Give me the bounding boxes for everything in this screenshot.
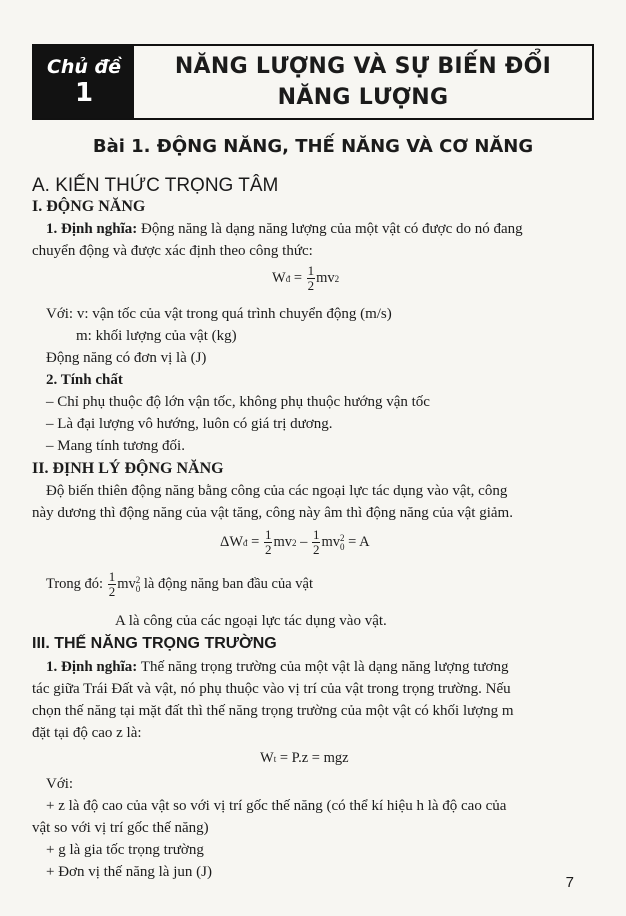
- formula2-fraction2: [312, 528, 321, 557]
- where-label: Trong đó:: [46, 576, 104, 592]
- lesson-title: Bài 1. ĐỘNG NĂNG, THẾ NĂNG VÀ CƠ NĂNG: [92, 136, 534, 157]
- formula2-term2-sub: 0: [340, 541, 345, 552]
- part1-def-text1: Động năng là dạng năng lượng của một vật có được do nó đang: [137, 221, 523, 237]
- part3-def-text1: Thế năng trọng trường của một vật là dạng năng lượng tương: [137, 659, 509, 675]
- part3-item1a: + z là độ cao của vật so với vị trí gốc thế năng (có thể kí hiệu h là độ cao của: [46, 798, 507, 814]
- part1-prop-heading: 2. Tính chất: [46, 372, 123, 388]
- topic-label: Chủ đề: [46, 56, 122, 78]
- fraction2-num: 1: [312, 527, 320, 542]
- where-fraction-den: 2: [108, 584, 116, 599]
- formula2-lhs: ΔW: [220, 534, 244, 550]
- part1-def-label: 1. Định nghĩa:: [46, 221, 138, 237]
- formula-eq: =: [290, 270, 306, 286]
- part1-with-line2: m: khối lượng của vật (kg): [76, 328, 237, 344]
- topic-header: [32, 44, 594, 120]
- formula2-term1-sup: 2: [291, 537, 297, 548]
- formula-lhs-sub: đ: [285, 273, 291, 284]
- part1-heading: I. ĐỘNG NĂNG: [32, 198, 146, 215]
- where-term: mv: [117, 576, 136, 592]
- formula2-eq: =: [247, 534, 263, 550]
- part3-item2: + g là gia tốc trọng trường: [46, 842, 204, 858]
- kinetic-energy-formula: [272, 264, 339, 293]
- formula2-term2: mv: [321, 534, 341, 550]
- formula2-fraction1: [264, 528, 273, 557]
- formula2-term2-sup: 2: [340, 532, 345, 543]
- section-a-heading: A. KIẾN THỨC TRỌNG TÂM: [32, 175, 279, 196]
- part3-item3: + Đơn vị thế năng là jun (J): [46, 864, 212, 880]
- formula2-term1: mv: [273, 534, 292, 550]
- fraction-num: 1: [307, 263, 315, 278]
- where-fraction-num: 1: [108, 569, 116, 584]
- fraction1-den: 2: [264, 542, 272, 557]
- part1-prop2: – Là đại lượng vô hướng, luôn có giá trị dương.: [46, 416, 333, 432]
- part3-heading: III. THẾ NĂNG TRỌNG TRƯỜNG: [32, 635, 277, 652]
- formula3-rhs: = P.z = mgz: [276, 750, 349, 766]
- formula3-lhs-sub: t: [273, 753, 277, 764]
- part3-def-line1: [46, 659, 508, 676]
- fraction-den: 2: [307, 278, 315, 293]
- where-term-sup: 2: [135, 574, 141, 585]
- part3-item1b: vật so với vị trí gốc thế năng): [32, 820, 209, 836]
- topic-title-line2: NĂNG LƯỢNG: [277, 85, 449, 110]
- formula-lhs: W: [272, 270, 286, 286]
- part3-with: Với:: [46, 776, 74, 792]
- part2-text2: này dương thì động năng của vật tăng, công này âm thì động năng của vật giảm.: [32, 505, 513, 521]
- fraction1-num: 1: [264, 527, 272, 542]
- kinetic-theorem-formula: [220, 528, 370, 557]
- topic-badge: [34, 46, 134, 118]
- formula3-lhs: W: [260, 750, 274, 766]
- formula-rhs: mv: [316, 270, 335, 286]
- part1-def-line2: chuyển động và được xác định theo công thức:: [32, 243, 313, 259]
- formula2-eq2: = A: [344, 534, 370, 550]
- initial-energy-line: [46, 570, 313, 599]
- fraction2-den: 2: [312, 542, 320, 557]
- page-number: 7: [565, 874, 574, 891]
- part3-def-label: 1. Định nghĩa:: [46, 659, 138, 675]
- topic-number: 1: [74, 78, 94, 108]
- formula2-minus: –: [296, 534, 311, 550]
- formula-fraction: [307, 264, 316, 293]
- part1-def-line1: [46, 221, 523, 238]
- where-text: là động năng ban đầu của vật: [140, 576, 313, 592]
- topic-title-line1: NĂNG LƯỢNG VÀ SỰ BIẾN ĐỔI: [174, 54, 552, 79]
- where-fraction: [108, 570, 117, 599]
- part2-a-line: A là công của các ngoại lực tác dụng vào vật.: [115, 613, 387, 629]
- part2-heading: II. ĐỊNH LÝ ĐỘNG NĂNG: [32, 460, 224, 477]
- topic-title: [134, 46, 592, 118]
- part1-prop3: – Mang tính tương đối.: [46, 438, 185, 454]
- part3-def-line3: chọn thế năng tại mặt đất thì thế năng trọng trường của một vật có khối lượng m: [32, 703, 514, 719]
- potential-energy-formula: [260, 750, 349, 767]
- where-term-sub: 0: [135, 583, 141, 594]
- part3-def-line4: đặt tại độ cao z là:: [32, 725, 142, 741]
- formula-rhs-sup: 2: [334, 273, 340, 284]
- part1-unit-line: Động năng có đơn vị là (J): [46, 350, 207, 366]
- part1-prop1: – Chỉ phụ thuộc độ lớn vận tốc, không phụ thuộc hướng vận tốc: [46, 394, 430, 410]
- part2-text1: Độ biến thiên động năng bằng công của các ngoại lực tác dụng vào vật, công: [46, 483, 508, 499]
- part1-with-line1: Với: v: vận tốc của vật trong quá trình chuyển động (m/s): [46, 306, 392, 322]
- part3-def-line2: tác giữa Trái Đất và vật, nó phụ thuộc vào vị trí của vật trong trọng trường. Nếu: [32, 681, 511, 697]
- formula2-lhs-sub: đ: [243, 537, 248, 548]
